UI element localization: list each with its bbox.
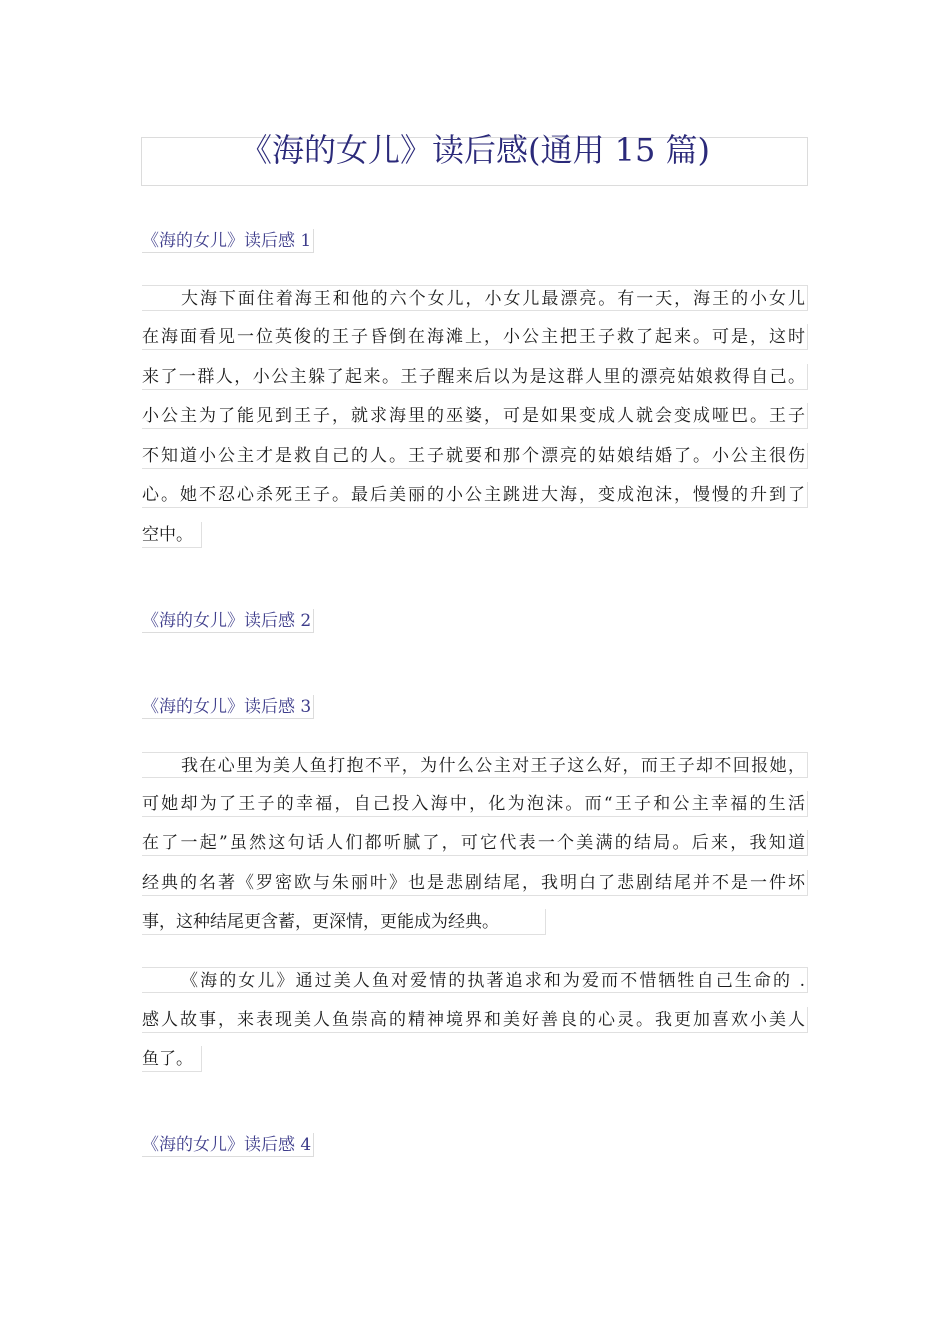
section-heading-1: 《海的女儿》读后感 1 [142, 229, 314, 253]
document-title: 《海的女儿》读后感(通用 15 篇) [239, 131, 711, 169]
paragraph-line: 来了一群人，小公主躲了起来。王子醒来后以为是这群人里的漂亮姑娘救得自己。 [142, 364, 808, 390]
paragraph-line: 我在心里为美人鱼打抱不平，为什么公主对王子这么好，而王子却不回报她， [142, 752, 808, 778]
paragraph-line: 在海面看见一位英俊的王子昏倒在海滩上，小公主把王子救了起来。可是，这时 [142, 324, 808, 350]
paragraph-line: 可她却为了王子的幸福，自己投入海中，化为泡沫。而“王子和公主幸福的生活 [142, 791, 808, 817]
paragraph-line: 事，这种结尾更含蓄，更深情，更能成为经典。 [142, 909, 546, 935]
paragraph-line: 心。她不忍心杀死王子。最后美丽的小公主跳进大海，变成泡沫，慢慢的升到了 [142, 482, 808, 508]
paragraph-line: 《海的女儿》通过美人鱼对爱情的执著追求和为爱而不惜牺牲自己生命的 . [142, 967, 808, 993]
paragraph-line: 空中。 [142, 522, 202, 548]
section-heading-3: 《海的女儿》读后感 3 [142, 695, 314, 719]
paragraph-line: 经典的名著《罗密欧与朱丽叶》也是悲剧结尾，我明白了悲剧结尾并不是一件坏 [142, 870, 808, 896]
section-heading-2: 《海的女儿》读后感 2 [142, 609, 314, 633]
paragraph-line: 鱼了。 [142, 1046, 202, 1072]
paragraph-line: 大海下面住着海王和他的六个女儿，小女儿最漂亮。有一天，海王的小女儿 [142, 285, 808, 311]
paragraph-line: 在了一起”虽然这句话人们都听腻了，可它代表一个美满的结局。后来，我知道 [142, 830, 808, 856]
section-heading-4: 《海的女儿》读后感 4 [142, 1133, 314, 1157]
paragraph-line: 不知道小公主才是救自己的人。王子就要和那个漂亮的姑娘结婚了。小公主很伤 [142, 443, 808, 469]
paragraph-line: 小公主为了能见到王子，就求海里的巫婆，可是如果变成人就会变成哑巴。王子 [142, 403, 808, 429]
paragraph-line: 感人故事，来表现美人鱼崇高的精神境界和美好善良的心灵。我更加喜欢小美人 [142, 1007, 808, 1033]
